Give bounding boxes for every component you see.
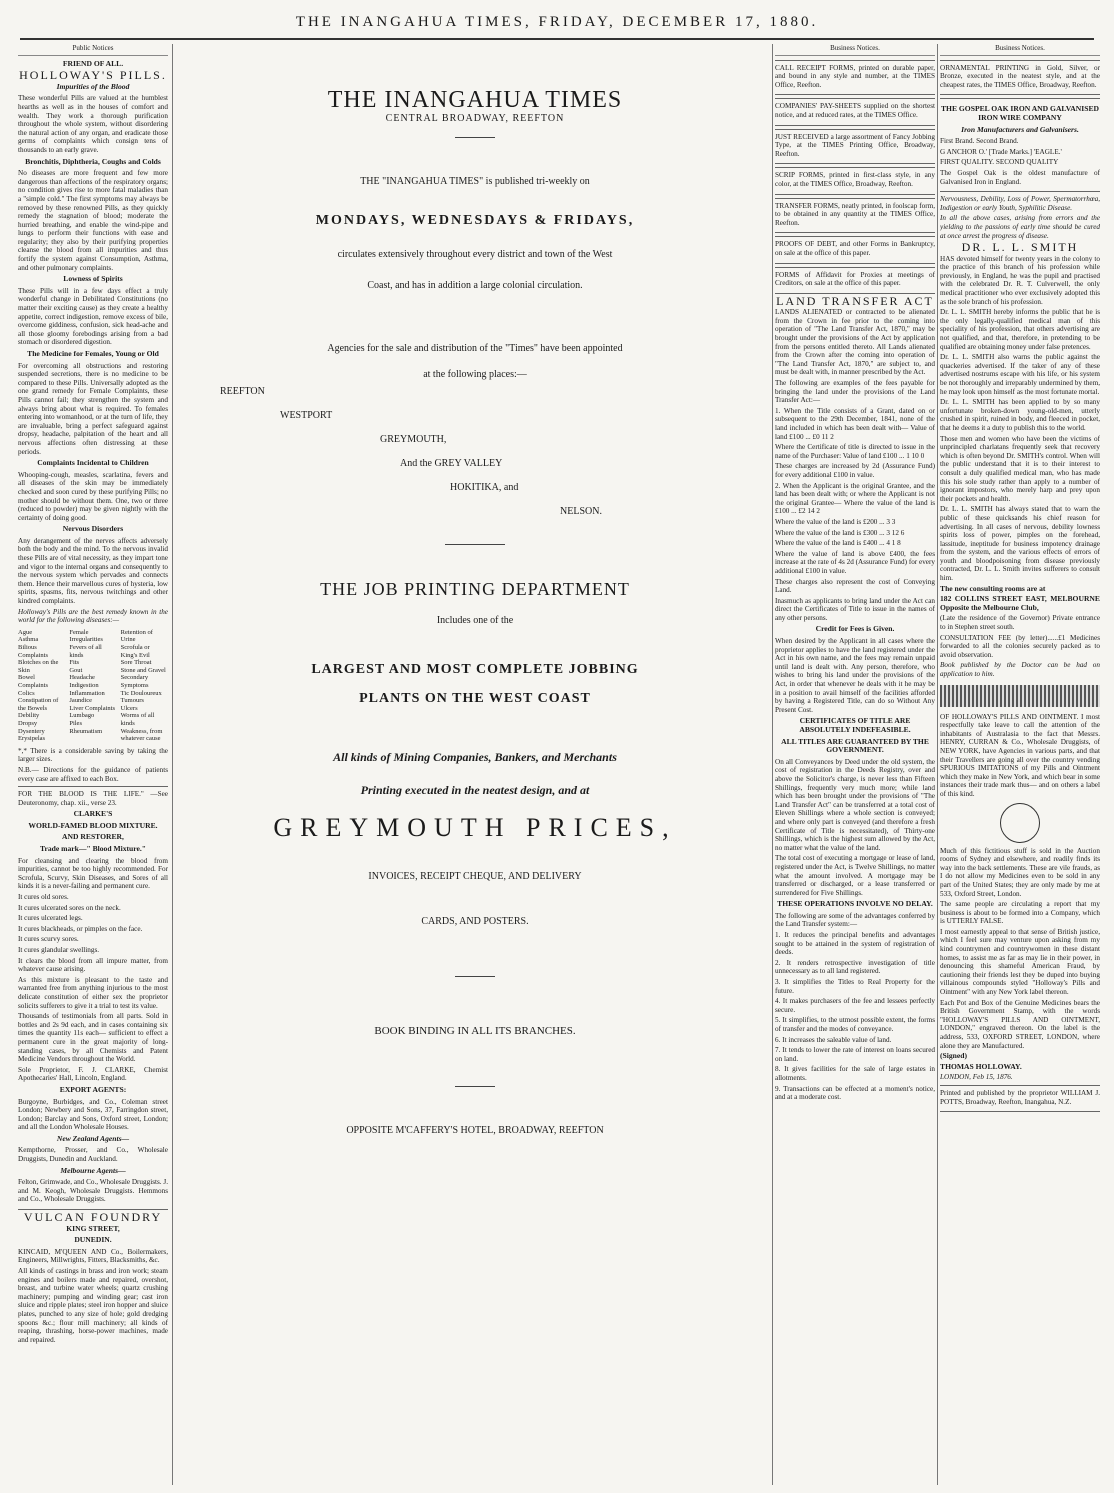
paragraph: FORMS of Affidavit for Proxies at meetings of Creditors, on sale at the office of this paper. [775,270,935,288]
agencies-text: at the following places:— [423,369,527,381]
ad-heading: DUNEDIN. [74,1235,112,1245]
column-header: Business Notices. [940,44,1100,56]
paragraph: Sole Proprietor, F. J. CLARKE, Chemist Apothecaries' Hall, Lincoln, England. [18,1065,168,1083]
paragraph: Book published by the Doctor can be had on application to him. [940,661,1100,678]
divider [445,544,505,545]
masthead-rule [20,38,1094,40]
list-item: 4. It makes purchasers of the fee and lessees perfectly secure. [775,997,935,1014]
list-item: Scrofula or King's Evil [120,644,150,659]
list-item: Weakness, from whatever cause [120,727,163,743]
divider [455,976,495,977]
list-item: It cures blackheads, or pimples on the face. [18,924,143,933]
ad-box [775,267,935,294]
list-item: Stone and Gravel [120,666,166,674]
ad-heading: CLARKE'S [73,809,113,819]
binding-text: BOOK BINDING IN ALL ITS BRANCHES. [374,1025,576,1038]
paragraph: First Brand. Second Brand. [940,137,1019,146]
subheading: EXPORT AGENTS: [59,1084,127,1094]
paragraph: The following are some of the advantages conferred by the Land Transfer system:— [775,911,935,929]
list-item: Tumours [120,697,144,705]
list-item: These charges are increased by 2d (Assurance Fund) for every additional £100 in value. [775,462,935,479]
paragraph: For cleansing and clearing the blood from impurities, cannot be too highly recommended. For Scrofula, Scurvy, Skin Diseases, and Sores of all kinds it is a never-failing and permanent cure. [18,856,168,891]
column-divider [937,44,938,1485]
paragraph: COMPANIES' PAY-SHEETS supplied on the shortest notice, and at reduced rates, at the TIMES Office. [775,102,935,119]
paragraph: LANDS ALIENATED or contracted to be alienated from the Crown in fee prior to the coming into operation of "The Land Transfer Act, 1870," may be brought under the provisions of the Act by application from the persons entitled thereto. All Lands alienated from the Crown after the coming into operation of "The Land Transfer Act, 1870," are subject to, and must be dealt with, in manner prescribed by the Act. [775,308,935,377]
ad-box [775,198,935,234]
greymouth-prices: GREYMOUTH PRICES, [273,813,677,843]
list-item: It clears the blood from all impure matter, from whatever cause arising. [18,956,168,974]
list-item: 7. It tends to lower the rate of interest on loans secured on land. [775,1046,935,1063]
masthead [0,0,1114,40]
paragraph: OF HOLLOWAY'S PILLS AND OINTMENT. I most respectfully take leave to call the attention of the inhabitants of Australasia to the fact that Messrs. HENRY, CURRAN & Co., Wholesale Druggists, of NEW YORK, have Agencies in various parts, and that their Travellers are going all over the country vending SPURIOUS IMITATIONS of my Pills and Ointment which they make in New York, and which bear in some instances their trade mark thus— and on others a label of this kind. [940,712,1100,798]
list-item: Lumbago [69,712,95,720]
list-item: Dropsy [18,719,38,727]
paragraph: The same people are circulating a report that my business is about to be formed into a Company, which is UTTERLY FALSE. [940,900,1100,926]
paragraph: Burgoyne, Burbidges, and Co., Coleman street London; Newbery and Sons, 37, Farringdon street, London; Barclay and Sons, Oxford street, London; and all the London Wholesale Houses. [18,1097,168,1132]
ad-title: LAND TRANSFER ACT [776,293,934,308]
publication-days: MONDAYS, WEDNESDAYS & FRIDAYS, [315,212,635,228]
list-item: Inflammation [69,689,105,697]
list-item: Where the value of land is above £400, the fees increase at the rate of 4s 2d (Assurance Fund) for every additional £100 in value. [775,549,935,575]
ad-box [775,129,935,165]
subheading: Iron Manufacturers and Galvanisers. [961,124,1079,134]
column-divider [772,44,773,1485]
list-item: Gout [69,666,83,674]
list-item: Erysipelas [18,735,46,743]
paragraph: Thousands of testimonials from all parts. Sold in bottles and 2s 9d each, and in cases containing six times the quantity 11s each— sufficient to effect a permanent cure in the great majority of long-standing cases, by all Chemists and Patent Medicine Vendors throughout the World. [18,1012,168,1064]
divider [455,137,495,138]
subheading: Trade mark—" Blood Mixture." [39,844,147,854]
printing-text: Printing executed in the neatest design, and at [360,782,590,797]
subheading: Nervous Disorders [62,524,124,534]
paragraph: Whooping-cough, measles, scarlatina, fevers and all diseases of the skin may be immediately checked and soon cured by these purifying Pills; no mother should be without them. One, two or three (reduced to powder) may be given nightly with the certainty of doing good. [18,470,168,522]
paragraph: The following are examples of the fees payable for bringing the land under the provisions of the Land Transfer Act:— [775,379,935,405]
list-item: Where the value of the land is £200 ... 3 3 [775,517,896,526]
paragraph: *,* There is a considerable saving by taking the larger sizes. [18,746,168,764]
list-item: Liver Complaints [69,704,116,712]
paragraph: Each Pot and Box of the Genuine Medicines bears the British Government Stamp, with the words "HOLLOWAY'S PILLS AND OINTMENT, LONDON," engraved thereon. On the label is the address, 533, OXFORD STREET, LONDON, where alone they are Manufactured. [940,998,1100,1050]
column-business-notices-2 [940,44,1100,1485]
divider [455,1086,495,1087]
place-nelson: NELSON. [560,505,602,517]
paragraph: Much of this fictitious stuff is sold in the Auction rooms of Sydney and elsewhere, and readily finds its way into the back settlements. These are vile frauds, as I do not allow my Medicines even to be sold in any part of the United States; they are only made by me at 533, Oxford Street, London. [940,846,1100,898]
list-item: It cures glandular swellings. [18,946,100,954]
paragraph: Nervousness, Debility, Loss of Power, Spermatorrhœa, Indigestion or early Youth, Syphilitic Disease. [940,195,1100,212]
signature-label: (Signed) [940,1051,968,1061]
ad-heading: KING STREET, [66,1223,120,1233]
signature-date: LONDON, Feb 15, 1876. [940,1073,1013,1082]
paragraph: Felton, Grimwade, and Co., Wholesale Druggists. J. and M. Keogh, Wholesale Druggists. Hemmons and Co., Wholesale Druggists. [18,1178,168,1204]
agencies-text: Agencies for the sale and distribution of the "Times" have been appointed [327,342,623,354]
ad-title: VULCAN FOUNDRY [23,1210,163,1225]
plants-heading: PLANTS ON THE WEST COAST [359,690,591,706]
paper-title: THE INANGAHUA TIMES [327,87,623,113]
list-item: Debility [18,712,40,720]
list-item: 2. It renders retrospective investigation of title unnecessary as to all land registered. [775,958,935,976]
paragraph: In all the above cases, arising from errors and the yielding to the passions of early time should be cured at once arrest the progress of disease. [940,214,1100,240]
job-printing-heading: THE JOB PRINTING DEPARTMENT [320,578,630,599]
masthead-title: THE INANGAHUA TIMES, FRIDAY, DECEMBER 17, 1880. [295,14,819,30]
list-item: 9. Transactions can be effected at a moment's notice, and at a moderate cost. [775,1084,935,1102]
column-times-advertisement [180,44,770,1485]
list-item: Ague [18,628,33,636]
paragraph: As this mixture is pleasant to the taste and warranted free from anything injurious to the most delicate constitution of either sex the proprietor solicits sufferers to give it a trial to test its value. [18,975,168,1010]
circulation-text: Coast, and has in addition a large colonial circulation. [367,279,583,291]
list-item: 1. It reduces the principal benefits and advantages sought to be attained in the system of registration of deeds. [775,931,935,957]
paragraph: The total cost of executing a mortgage or lease of land, registered under the Act, is Twelve Shillings, no matter what the amount involved. A mortgage may be transferred or discharged, or a lease transferred or surrendered for Five Shillings. [775,854,935,897]
list-item: 2. When the Applicant is the original Grantee, and the land has been dealt with; or where the Applicant is not the original Grantee— Where the value of the land is £100 ... £2 14 2 [775,481,935,516]
list-item: 5. It simplifies, to the utmost possible extent, the forms of transfer and the modes of conveyance. [775,1016,935,1033]
paragraph: SCRIP FORMS, printed in first-class style, in any color, at the TIMES Office, Broadway, Reefton. [775,171,935,188]
paragraph: Dr. L. L. SMITH also warns the public against the quackeries advertised. If the taker of any of these advertised nostrums escape with his life, or his system be not thoroughly and irreparably undermined by them, he may look upon himself as the most fortunate mortal. [940,353,1100,396]
list-item: 3. It simplifies the Titles to Real Property for the future. [775,978,935,995]
subheading: CERTIFICATES OF TITLE ARE ABSOLUTELY INDEFEASIBLE. [799,716,911,734]
list-item: Where the Certificate of title is directed to issue in the name of the Purchaser: Value of land £100 ... 1 10 0 [775,443,935,460]
list-item: Fits [69,659,80,667]
list-item: Headache [69,674,95,682]
list-item: Jaundice [69,697,93,705]
warning-banner-image [940,685,1100,707]
list-item: Female Irregularities [69,628,103,644]
column-public-notices [18,44,168,1485]
list-item: Fevers of all kinds [69,644,102,659]
intro-text: THE "INANGAHUA TIMES" is published tri-weekly on [360,176,590,188]
ailment-list [18,629,168,743]
paragraph: CONSULTATION FEE (by letter)......£1 Medicines forwarded to all the colonies securely packed as to avoid observation. [940,633,1100,659]
paragraph: 182 COLLINS STREET EAST, MELBOURNE Opposite the Melbourne Club, [940,594,1100,612]
ad-box [775,236,935,263]
paragraph: Kempthorne, Prosser, and Co., Wholesale Druggists, Dunedin and Auckland. [18,1146,168,1164]
paragraph: When desired by the Applicant in all cases where the proprietor applies to have the land registered under the Act in his own name, and the fees may remain unpaid until land is dealt with. Any person, therefore, who wishes to bring his land under the provisions of the Act, in order that whenever he deals with it he may be in a position to avail himself of the facilities afforded by having a Registered Title, can do so Without Any Present Cost. [775,637,935,714]
paragraph: HAS devoted himself for twenty years in the colony to the practice of this branch of his profession while previously, in England, he was the pupil and practised with the celebrated Dr. R. T. Culverwell, the only medical practitioner who ever exclusively adopted this as the sole branch of his profession. [940,254,1100,306]
paragraph: N.B.— Directions for the guidance of patients every case are affixed to each Box. [18,765,168,783]
paragraph: I most earnestly appeal to that sense of British justice, which I feel sure may venture upon asking from my kind countrymen and countrywomen in these distant homes, to assist me as far as may lie in their power, in denouncing this shameful American Fraud, by cautioning their friends lest they be duped into buying villainous compounds styled "Holloway's Pills and Ointment" with any New York label thereon. [940,927,1100,997]
list-item: 1. When the Title consists of a Grant, dated on or subsequent to the 29th December, 1841, none of the land included in which has been dealt with— Value of land £100 ... £0 11 2 [775,406,935,441]
paper-address: CENTRAL BROADWAY, REEFTON [385,112,565,124]
list-item: These charges also represent the cost of Conveying Land. [775,577,935,595]
list-item: Where the value of the land is £300 ... 3 12 6 [775,528,905,537]
list-item: Blotches on the Skin [18,659,59,674]
ad-box [18,786,168,1210]
place-reefton: REEFTON [220,385,265,397]
paragraph: No diseases are more frequent and few more dangerous than affections of the respiratory organs; no condition gives rise to more fatal maladies than a "simple cold." The first symptoms may always be removed by these renowned Pills, as they quickly remedy the stagnation of blood; moderate the hurried breathing, and enable the wind-pipe and lungs to perform their functions with ease and regularity; they also by their purifying properties cleanse the blood from all impurities and thus fortify the system against Consumption, Asthma, and other pulmonary complaints. [18,169,168,272]
list-item: Asthma [18,636,39,644]
column-divider [172,44,173,1485]
paragraph: FOR THE BLOOD IS THE LIFE." —See Deuteronomy, chap. xii., verse 23. [18,790,168,807]
largest-heading: LARGEST AND MOST COMPLETE JOBBING [311,661,639,677]
list-item: Tic Douloureux [120,689,162,697]
paragraph: These wonderful Pills are valued at the humblest hearths as well as in the houses of comfort and wealth. They work a thorough purification throughout the whole system, without disordering the natural action of any organ, and eradicate those germs of complaints which consign tens of thousands to an early grave. [18,94,168,154]
list-item: Ulcers [120,704,138,712]
paragraph: (Late the residence of the Governor) Private entrance to in Stephen street south. [940,614,1100,632]
includes-text: Includes one of the [436,615,514,627]
ad-box [940,60,1100,96]
paragraph: Holloway's Pills are the best remedy known in the world for the following diseases:— [18,607,168,625]
list-item: Where the value of the land is £400 ... 4 1 8 [775,539,901,548]
paragraph: FIRST QUALITY. SECOND QUALITY [940,158,1059,167]
list-item: Retention of Urine [120,628,153,644]
list-item: Secondary Symptoms [120,674,149,689]
paragraph: These Pills will in a few days effect a truly wonderful change in Debilitated Constitutions (no matter their exciting cause) as they create a healthy appetite, correct indigestion, remove excess of bile, overcome giddiness, confusion, sick head-ache and all those gloomy forebodings arising from a bad stomach or disordered digestion. [18,286,168,347]
list-item: Rheumatism [69,727,103,735]
subheading: The Medicine for Females, Young or Old [27,349,159,358]
ad-title: AND RESTORER, [62,832,124,842]
list-item: It cures old sores. [18,893,69,902]
paragraph: The new consulting rooms are at [940,583,1046,593]
paragraph: TRANSFER FORMS, neatly printed, in foolscap form, to be obtained in any quantity at the TIMES Office, Reefton. [775,201,935,227]
subheading: Melbourne Agents— [60,1165,126,1175]
ad-title: THE GOSPEL OAK IRON AND GALVANISED IRON WIRE COMPANY [940,104,1100,122]
column-business-notices [775,44,935,1485]
subheading: Credit for Fees is Given. [815,624,895,634]
list-item: Dysentery [18,727,45,735]
list-item: Piles [69,719,82,727]
list-item: 6. It increases the saleable value of land. [775,1035,892,1044]
paragraph: For overcoming all obstructions and restoring suspended secretions, there is no medicine to be compared to these Pills. Universally adopted as the one grand remedy for Female Complaints, these Pills cannot fail; they strengthen the system and always bring about what is required. To females entering into womanhood, or at the turn of life, they are invaluable, bring a perfect safeguard against dropsy, headache, palpitation of the heart and all nervous affections often distressing at these periods. [18,361,168,456]
paragraph: ORNAMENTAL PRINTING in Gold, Silver, or Bronze, executed in the neatest style, and at the cheapest rates, the TIMES Office, Broadway, Reefton. [940,63,1100,89]
signature-name: THOMAS HOLLOWAY. [940,1061,1022,1071]
subheading: Complaints Incidental to Children [37,458,149,468]
ad-title: WORLD-FAMED BLOOD MIXTURE. [28,820,158,830]
ad-title: DR. L. L. SMITH [961,240,1079,255]
opposite-text: OPPOSITE M'CAFFERY'S HOTEL, BROADWAY, REEFTON [346,1124,604,1136]
list-item: It cures scurvy sores. [18,935,79,944]
imprint: Printed and published by the proprietor WILLIAM J. POTTS, Broadway, Reefton, Inangahua, N.Z. [940,1088,1100,1106]
subheading: ALL TITLES ARE GUARANTEED BY THE GOVERNMENT. [781,736,929,755]
paragraph: PROOFS OF DEBT, and other Forms in Bankruptcy, on sale at the office of this paper. [775,240,935,257]
paragraph: JUST RECEIVED a large assortment of Fancy Jobbing Type, at the TIMES Printing Office, Broadway, Reefton. [775,132,935,158]
list-item: Sore Throat [120,659,152,667]
list-item: Colics [18,689,35,697]
circulation-text: circulates extensively throughout every district and town of the West [337,249,613,261]
ad-box [775,167,935,194]
list-item: Bowel Complaints [18,674,48,689]
agency-places [200,380,770,524]
place-hokitika: HOKITIKA, and [450,481,519,493]
column-header: Business Notices. [775,44,935,56]
ad-title: HOLLOWAY'S PILLS. [19,68,167,83]
subheading: THESE OPERATIONS INVOLVE NO DELAY. [777,899,933,909]
place-grey-valley: And the GREY VALLEY [400,457,503,469]
subheading: Impurities of the Blood [56,81,130,91]
place-westport: WESTPORT [280,409,333,421]
list-item: Bilious Complaints [18,644,48,659]
list-item: It cures ulcerated sores on the neck. [18,903,121,912]
ad-box [775,60,935,96]
list-item: Indigestion [69,681,99,689]
list-item: It cures ulcerated legs. [18,914,83,923]
ad-box [940,98,1100,192]
cards-text: CARDS, AND POSTERS. [421,915,529,927]
paragraph: CALL RECEIPT FORMS, printed on durable paper, and bound in any style and number, at the TIMES Office, Reefton. [775,63,935,89]
mining-text: All kinds of Mining Companies, Bankers, and Merchants [333,750,617,765]
paragraph: Dr. L. L. SMITH has always stated that to warn the public of these quicksands his chief reason for advertising. In all cases of nervous, debility lowness spirits loss of power, pimples on the forehead, lassitude, ineptitude for business impotency drainage from the system, and the various effects of errors of youth and bloodpoisoning from disease previously contracted, Dr. L. L. Smith invites sufferers to consult him. [940,505,1100,583]
list-item: 8. It gives facilities for the sale of large estates in allotments. [775,1065,935,1082]
paragraph: On all Conveyances by Deed under the old system, the cost of registration in the Deeds Registry, over and above the Solicitor's charge, is never less than Fifteen Shillings, frequently very much more; while land which has been brought under the provisions of "The Land Transfer Act" can be transferred at a total cost of Eleven Shillings where a whole section is conveyed; and where only part is conveyed (and therefore a fresh Certificate of Title is necessitated), of Thirty-one Shillings, which is the highest sum allowed by the Act, no matter what the value of the land. [775,757,935,852]
paragraph: The Gospel Oak is the oldest manufacture of Galvanised Iron in England. [940,168,1100,186]
paragraph: Those men and women who have been the victims of unprincipled charlatans frequently seek that recovery which is often beyond Dr. SMITH's control. When will the public understand that it is to their interest to consult a duly qualified medical man, who has made this his sole study rather than apply to a number of ignorant impostors, who merely harp and prey upon their pockets and health. [940,434,1100,503]
paragraph: All kinds of castings in brass and iron work; steam engines and boilers made and repaired, overshot, breast, and turbine water wheels; quartz crushing machinery; pumping and winding gear; cast iron sluice and ripple plates; steel iron hopper and sluice plates, punched to any size of hole; gold dredging spoons &c.; flour mill machinery; all kinds of reaping, thrashing, horse-power machines, made and repaired. [18,1267,168,1344]
paragraph: G ANCHOR O.' [Trade Marks.] 'EAGLE.' [940,147,1062,156]
list-item: Constipation of the Bowels [18,697,59,712]
subheading: Bronchitis, Diphtheria, Coughs and Colds [25,156,161,166]
subheading: New Zealand Agents— [56,1133,130,1143]
place-greymouth: GREYMOUTH, [380,433,447,445]
list-item: Worms of all kinds [120,712,155,727]
invoices-text: INVOICES, RECEIPT CHEQUE, AND DELIVERY [368,870,582,882]
paragraph: Dr. L. L. SMITH has been applied to by so many unfortunate broken-down young-old-men, utterly crushed in spirit, ruined in body, and fleeced in pocket, that he deems it a duty to publish this to the world. [940,398,1100,432]
ad-heading: FRIEND OF ALL. [62,58,124,68]
trade-mark-seal-icon [1000,803,1040,843]
ad-box [775,98,935,125]
subheading: Lowness of Spirits [63,274,123,284]
paragraph: Dr. L. L. SMITH hereby informs the public that he is the only legally-qualified medical man of this speciality of his profession, that others advertising are not qualified, and that, therefore, in pretending to be qualified are obtaining money under false pretences. [940,308,1100,351]
paragraph: Any derangement of the nerves affects adversely both the body and the mind. To the nervous invalid these Pills are of vital necessity, as they impart tone and vigor to the internal organs and consequently to the nervous system which pervades and connects them. Hence their marvellous cures of hysteria, low spirits, spasms, fits, nervous twitchings and other kindred complaints. [18,536,168,606]
paragraph: Inasmuch as applicants to bring land under the Act can direct the Certificates of Title to issue in the names of any other persons. [775,596,935,622]
paragraph: KINCAID, M'QUEEN AND Co., Boilermakers, Engineers, Millwrights, Fitters, Blacksmiths, &c. [18,1247,168,1265]
imprint-box [940,1085,1100,1112]
column-header: Public Notices [18,44,168,56]
